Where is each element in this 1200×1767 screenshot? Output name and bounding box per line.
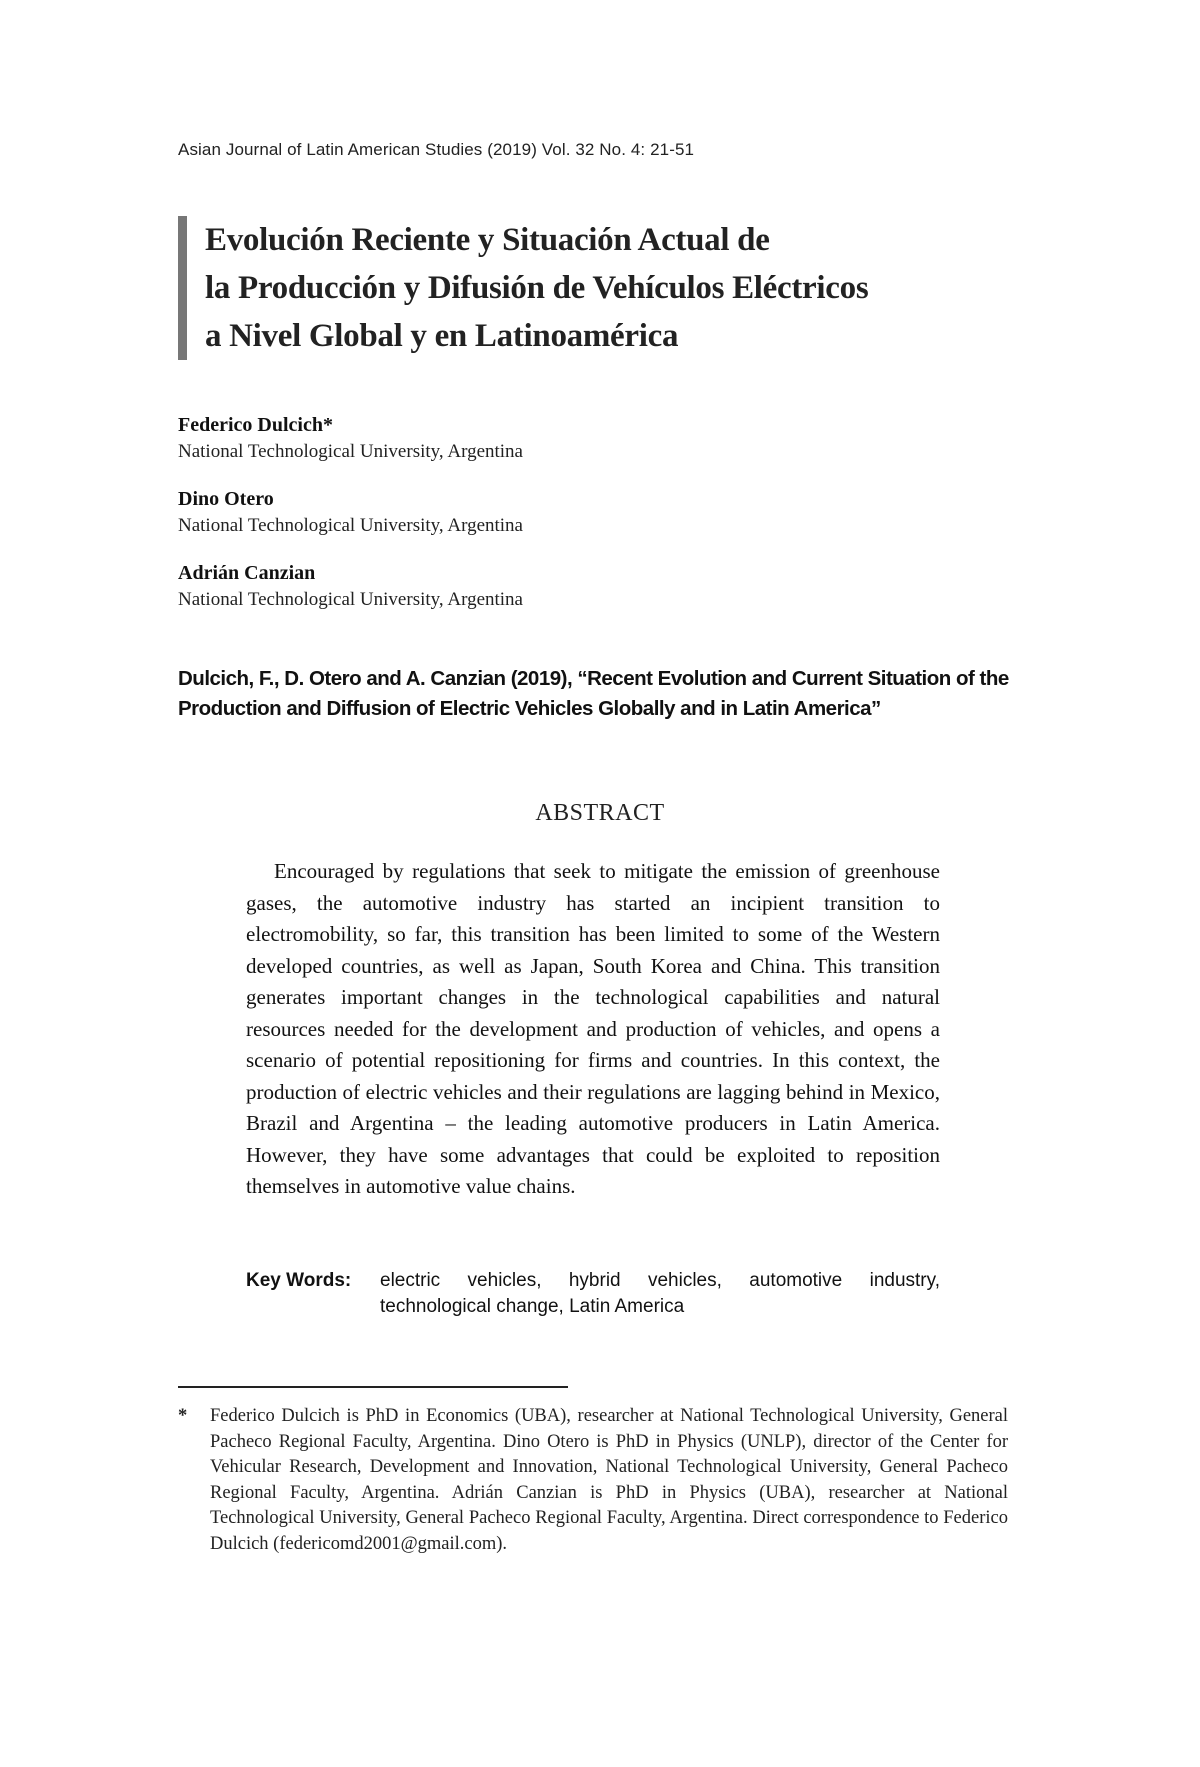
author-name: Dino Otero [178,488,274,510]
journal-reference: Asian Journal of Latin American Studies (2019) Vol. 32 No. 4: 21-51 [178,140,695,159]
author-block [178,412,978,466]
keywords-label: Key Words: [246,1270,352,1291]
abstract-heading: ABSTRACT [535,800,665,826]
author-block [178,486,978,540]
footnote-divider [178,1386,568,1388]
citation: Dulcich, F., D. Otero and A. Canzian (2019), “Recent Evolution and Current Situation of the Production and Diffusion of Electric Vehicles Globally and in Latin America” [178,667,1009,720]
author-block [178,560,978,614]
paper-title [178,216,1085,360]
author-affiliation: National Technological University, Argentina [178,515,523,536]
keywords-text: electric vehicles, hybrid vehicles, automotive industry, technological change, Latin America [380,1270,940,1317]
title-line-1: Evolución Reciente y Situación Actual de [205,222,770,258]
keywords [246,1268,940,1320]
author-affiliation: National Technological University, Argentina [178,441,523,462]
title-line-3: a Nivel Global y en Latinoamérica [205,318,679,354]
author-affiliation: National Technological University, Argentina [178,589,523,610]
author-list [178,412,978,634]
title-line-2: la Producción y Difusión de Vehículos Eléctricos [205,270,869,306]
footnote [178,1404,1008,1557]
footnote-text: Federico Dulcich is PhD in Economics (UBA), researcher at National Technological University, General Pacheco Regional Faculty, Argentina. Dino Otero is PhD in Physics (UNLP), director of the Center for Vehicular Research, Development and Innovation, National Technological University, General Pacheco Regional Faculty, Argentina. Adrián Canzian is PhD in Physics (UBA), researcher at National Technological University, General Pacheco Regional Faculty, Argentina. Direct correspondence to Federico Dulcich (federicomd2001@gmail.com). [210,1406,1008,1554]
author-name: Adrián Canzian [178,562,316,584]
abstract-body: Encouraged by regulations that seek to mitigate the emission of greenhouse gases, the automotive industry has started an incipient transition to electromobility, so far, this transition has been limited to some of the Western developed countries, as well as Japan, South Korea and China. This transition generates important changes in the technological capabilities and natural resources needed for the development and production of vehicles, and opens a scenario of potential repositioning for firms and countries. In this context, the production of electric vehicles and their regulations are lagging behind in Mexico, Brazil and Argentina – the leading automotive producers in Latin America. However, they have some advantages that could be exploited to reposition themselves in automotive value chains. [246,859,940,1198]
footnote-mark: * [178,1406,188,1426]
author-name: Federico Dulcich* [178,414,333,436]
